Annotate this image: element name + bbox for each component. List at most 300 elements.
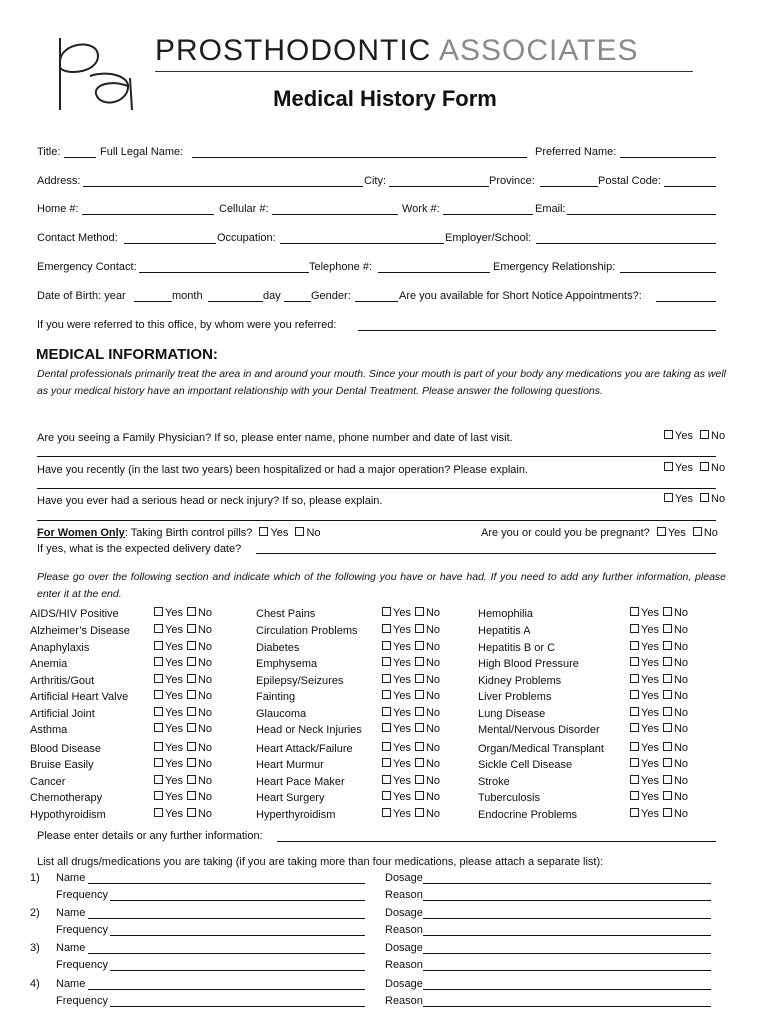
condition-yes-no <box>630 690 688 702</box>
dob-year-field[interactable] <box>134 301 172 302</box>
checkbox[interactable] <box>700 493 709 502</box>
checkbox[interactable] <box>154 674 163 683</box>
home-phone-field[interactable] <box>82 214 214 215</box>
no-label: No <box>197 723 213 735</box>
med-reason-label: Reason <box>385 959 423 971</box>
checkbox[interactable] <box>187 607 196 616</box>
yes-label: Yes <box>641 707 659 719</box>
checkbox[interactable] <box>154 657 163 666</box>
checkbox[interactable] <box>382 775 391 784</box>
condition-yes-no <box>154 674 212 686</box>
condition-yes-no <box>630 758 688 770</box>
province-field[interactable] <box>540 186 598 187</box>
checkbox[interactable] <box>630 742 639 751</box>
checkbox[interactable] <box>187 723 196 732</box>
med-frequency-field[interactable] <box>110 900 365 901</box>
condition-label: Hepatitis A <box>478 625 531 637</box>
short-notice-field[interactable] <box>656 301 716 302</box>
checkbox[interactable] <box>415 723 424 732</box>
checkbox[interactable] <box>154 808 163 817</box>
checkbox[interactable] <box>382 742 391 751</box>
checkbox[interactable] <box>415 641 424 650</box>
checkbox[interactable] <box>663 791 672 800</box>
title-field[interactable] <box>64 157 96 158</box>
delivery-date-label: If yes, what is the expected delivery date? <box>37 543 242 555</box>
no-label: No <box>197 624 213 636</box>
condition-label: Head or Neck Injuries <box>256 724 362 736</box>
yes-label: Yes <box>165 758 183 770</box>
checkbox[interactable] <box>154 758 163 767</box>
no-label: No <box>197 707 213 719</box>
checkbox[interactable] <box>664 462 673 471</box>
checkbox[interactable] <box>630 723 639 732</box>
condition-yes-no <box>154 808 212 820</box>
no-label: No <box>673 657 689 669</box>
med-dosage-field[interactable] <box>423 989 711 990</box>
condition-label: Hypothyroidism <box>30 809 106 821</box>
condition-label: Tuberculosis <box>478 792 540 804</box>
no-label: No <box>673 723 689 735</box>
checkbox[interactable] <box>415 742 424 751</box>
brand-bold: PROSTHODONTIC <box>155 34 432 67</box>
full-name-label: Full Legal Name: <box>100 146 184 158</box>
emergency-contact-label: Emergency Contact: <box>37 261 137 273</box>
condition-label: High Blood Pressure <box>478 658 579 670</box>
condition-label: AIDS/HIV Positive <box>30 608 119 620</box>
no-label: No <box>425 657 441 669</box>
checkbox[interactable] <box>630 758 639 767</box>
email-field[interactable] <box>567 214 716 215</box>
checkbox[interactable] <box>415 707 424 716</box>
condition-yes-no <box>382 775 440 787</box>
no-label: No <box>425 641 441 653</box>
checkbox[interactable] <box>657 527 666 536</box>
women-only-row <box>37 526 321 540</box>
birth-control-question: : Taking Birth control pills? <box>124 527 253 539</box>
checkbox[interactable] <box>663 775 672 784</box>
condition-label: Sickle Cell Disease <box>478 759 573 771</box>
yes-label: Yes <box>165 607 183 619</box>
checkbox[interactable] <box>295 527 304 536</box>
condition-label: Organ/Medical Transplant <box>478 743 604 755</box>
condition-yes-no <box>382 758 440 770</box>
checkbox[interactable] <box>663 808 672 817</box>
med-dosage-field[interactable] <box>423 918 711 919</box>
checkbox[interactable] <box>663 742 672 751</box>
checkbox[interactable] <box>382 758 391 767</box>
yes-label: Yes <box>393 775 411 787</box>
condition-label: Lung Disease <box>478 708 546 720</box>
gender-field[interactable] <box>355 301 398 302</box>
checkbox[interactable] <box>382 707 391 716</box>
checkbox[interactable] <box>187 674 196 683</box>
yes-label: Yes <box>393 808 411 820</box>
checkbox[interactable] <box>187 808 196 817</box>
checkbox[interactable] <box>663 758 672 767</box>
no-label: No <box>425 791 441 803</box>
checkbox[interactable] <box>663 674 672 683</box>
yes-label: Yes <box>165 723 183 735</box>
med-frequency-label: Frequency <box>56 924 108 936</box>
condition-yes-no <box>154 707 212 719</box>
condition-yes-no <box>382 657 440 669</box>
women-only-label: For Women Only <box>37 527 125 539</box>
checkbox[interactable] <box>700 462 709 471</box>
occupation-label: Occupation: <box>217 232 276 244</box>
med-name-field[interactable] <box>88 989 365 990</box>
med-dosage-label: Dosage <box>385 942 423 954</box>
yes-label: Yes <box>641 742 659 754</box>
med-number: 1) <box>30 872 40 884</box>
checkbox[interactable] <box>187 690 196 699</box>
checkbox[interactable] <box>630 607 639 616</box>
checkbox[interactable] <box>663 607 672 616</box>
pregnant-row <box>481 526 718 540</box>
checkbox[interactable] <box>663 641 672 650</box>
no-label: No <box>425 775 441 787</box>
checkbox[interactable] <box>187 742 196 751</box>
condition-label: Heart Murmur <box>256 759 324 771</box>
address-label: Address: <box>37 175 81 187</box>
no-label: No <box>673 607 689 619</box>
med-frequency-field[interactable] <box>110 1006 365 1007</box>
yes-label: Yes <box>393 791 411 803</box>
med-frequency-field[interactable] <box>110 935 365 936</box>
head-injury-answer-line[interactable] <box>37 520 716 521</box>
checkbox[interactable] <box>663 657 672 666</box>
med-name-label: Name <box>56 872 86 884</box>
condition-label: Heart Pace Maker <box>256 776 345 788</box>
condition-yes-no <box>382 742 440 754</box>
brand-name <box>155 34 639 68</box>
checkbox[interactable] <box>630 808 639 817</box>
condition-yes-no <box>382 641 440 653</box>
checkbox[interactable] <box>154 791 163 800</box>
details-field[interactable] <box>277 841 716 842</box>
med-name-field[interactable] <box>88 883 365 884</box>
condition-label: Kidney Problems <box>478 675 562 687</box>
condition-yes-no <box>630 674 688 686</box>
checkbox[interactable] <box>663 723 672 732</box>
condition-label: Artificial Joint <box>30 708 95 720</box>
employer-label: Employer/School: <box>445 232 532 244</box>
yes-label: Yes <box>393 758 411 770</box>
checkbox[interactable] <box>415 758 424 767</box>
question-physician: Are you seeing a Family Physician? If so, please enter name, phone number and date of last visit. <box>37 432 513 444</box>
no-label: No <box>197 657 213 669</box>
checkbox[interactable] <box>415 624 424 633</box>
yes-label: Yes <box>165 808 183 820</box>
physician-answer-line[interactable] <box>37 456 716 457</box>
condition-yes-no <box>154 607 212 619</box>
city-field[interactable] <box>389 186 489 187</box>
no-label: No <box>197 742 213 754</box>
checkbox[interactable] <box>382 624 391 633</box>
med-reason-field[interactable] <box>423 935 711 936</box>
checkbox[interactable] <box>630 674 639 683</box>
med-frequency-field[interactable] <box>110 970 365 971</box>
telephone-field[interactable] <box>378 272 490 273</box>
emergency-relationship-field[interactable] <box>620 272 716 273</box>
dob-day-field[interactable] <box>284 301 311 302</box>
no-label: No <box>425 707 441 719</box>
work-phone-label: Work #: <box>402 203 440 215</box>
yes-label: Yes <box>393 641 411 653</box>
contact-method-field[interactable] <box>124 243 216 244</box>
yes-label: Yes <box>641 723 659 735</box>
med-frequency-label: Frequency <box>56 995 108 1007</box>
condition-yes-no <box>382 690 440 702</box>
yes-label: Yes <box>675 493 693 505</box>
med-reason-field[interactable] <box>423 900 711 901</box>
contact-method-label: Contact Method: <box>37 232 118 244</box>
no-label: No <box>425 723 441 735</box>
cellular-field[interactable] <box>272 214 398 215</box>
condition-yes-no <box>382 723 440 735</box>
no-label: No <box>197 775 213 787</box>
province-label: Province: <box>489 175 535 187</box>
checkbox[interactable] <box>382 607 391 616</box>
condition-label: Emphysema <box>256 658 318 670</box>
yes-label: Yes <box>641 674 659 686</box>
gender-label: Gender: <box>311 290 351 302</box>
occupation-field[interactable] <box>280 243 444 244</box>
referred-field[interactable] <box>358 330 716 331</box>
city-label: City: <box>364 175 386 187</box>
head-injury-yes-no <box>664 493 725 505</box>
no-label: No <box>711 493 726 505</box>
dob-month-label: month <box>172 290 203 302</box>
title-label: Title: <box>37 146 61 158</box>
checkbox[interactable] <box>382 657 391 666</box>
checkbox[interactable] <box>630 657 639 666</box>
checkbox[interactable] <box>259 527 268 536</box>
no-label: No <box>425 624 441 636</box>
no-label: No <box>425 742 441 754</box>
emergency-contact-field[interactable] <box>139 272 309 273</box>
condition-label: Diabetes <box>256 642 300 654</box>
checkbox[interactable] <box>154 723 163 732</box>
no-label: No <box>673 641 689 653</box>
checkbox[interactable] <box>382 690 391 699</box>
checkbox[interactable] <box>187 657 196 666</box>
home-phone-label: Home #: <box>37 203 79 215</box>
condition-yes-no <box>630 657 688 669</box>
checkbox[interactable] <box>630 707 639 716</box>
condition-label: Endocrine Problems <box>478 809 578 821</box>
referred-label: If you were referred to this office, by whom were you referred: <box>37 319 337 331</box>
med-name-field[interactable] <box>88 918 365 919</box>
condition-label: Epilepsy/Seizures <box>256 675 344 687</box>
condition-label: Bruise Easily <box>30 759 94 771</box>
condition-label: Stroke <box>478 776 510 788</box>
checkbox[interactable] <box>415 674 424 683</box>
condition-yes-no <box>382 791 440 803</box>
no-label: No <box>673 690 689 702</box>
no-label: No <box>703 527 718 539</box>
checkbox[interactable] <box>154 742 163 751</box>
checkbox[interactable] <box>415 690 424 699</box>
condition-label: Hepatitis B or C <box>478 642 556 654</box>
med-name-field[interactable] <box>88 953 365 954</box>
checkbox[interactable] <box>154 775 163 784</box>
yes-label: Yes <box>393 657 411 669</box>
checkbox[interactable] <box>154 707 163 716</box>
med-dosage-label: Dosage <box>385 978 423 990</box>
condition-yes-no <box>154 758 212 770</box>
checkbox[interactable] <box>664 430 673 439</box>
condition-yes-no <box>382 808 440 820</box>
hospitalized-answer-line[interactable] <box>37 488 716 489</box>
condition-yes-no <box>382 607 440 619</box>
postal-code-field[interactable] <box>664 186 716 187</box>
condition-yes-no <box>382 624 440 636</box>
condition-yes-no <box>154 624 212 636</box>
yes-label: Yes <box>675 430 693 442</box>
no-label: No <box>711 430 726 442</box>
yes-label: Yes <box>165 707 183 719</box>
condition-yes-no <box>630 775 688 787</box>
checkbox[interactable] <box>382 641 391 650</box>
checkbox[interactable] <box>382 791 391 800</box>
checkbox[interactable] <box>415 791 424 800</box>
checkbox[interactable] <box>663 690 672 699</box>
yes-label: Yes <box>165 791 183 803</box>
checkbox[interactable] <box>415 808 424 817</box>
checkbox[interactable] <box>700 430 709 439</box>
yes-label: Yes <box>393 607 411 619</box>
med-reason-field[interactable] <box>423 970 711 971</box>
no-label: No <box>306 527 321 539</box>
checkbox[interactable] <box>415 657 424 666</box>
condition-label: Chest Pains <box>256 608 316 620</box>
no-label: No <box>673 707 689 719</box>
checkbox[interactable] <box>630 791 639 800</box>
condition-yes-no <box>382 707 440 719</box>
yes-label: Yes <box>165 641 183 653</box>
drugs-intro: List all drugs/medications you are taking (if you are taking more than four medications, please attach a separate list): <box>37 856 604 868</box>
checkbox[interactable] <box>187 758 196 767</box>
postal-code-label: Postal Code: <box>598 175 661 187</box>
yes-label: Yes <box>165 657 183 669</box>
checkbox[interactable] <box>154 607 163 616</box>
condition-yes-no <box>154 723 212 735</box>
checkbox[interactable] <box>187 641 196 650</box>
checkbox[interactable] <box>382 723 391 732</box>
condition-label: Hemophilia <box>478 608 534 620</box>
checkbox[interactable] <box>187 707 196 716</box>
checkbox[interactable] <box>415 607 424 616</box>
checkbox[interactable] <box>187 624 196 633</box>
brand-rule <box>155 71 693 72</box>
med-number: 4) <box>30 978 40 990</box>
checkbox[interactable] <box>382 808 391 817</box>
condition-yes-no <box>630 641 688 653</box>
preferred-name-field[interactable] <box>620 157 716 158</box>
yes-label: Yes <box>641 808 659 820</box>
conditions-intro: Please go over the following section and indicate which of the following you have or have had. If you need to add any further information, please enter it at the end. <box>37 571 726 600</box>
med-reason-field[interactable] <box>423 1006 711 1007</box>
yes-label: Yes <box>393 674 411 686</box>
no-label: No <box>673 742 689 754</box>
address-field[interactable] <box>83 186 363 187</box>
condition-label: Cancer <box>30 776 66 788</box>
condition-label: Anemia <box>30 658 68 670</box>
yes-label: Yes <box>165 690 183 702</box>
med-reason-label: Reason <box>385 995 423 1007</box>
condition-yes-no <box>630 707 688 719</box>
dob-year-label: Date of Birth: year <box>37 290 126 302</box>
med-dosage-field[interactable] <box>423 883 711 884</box>
condition-label: Anaphylaxis <box>30 642 90 654</box>
condition-label: Fainting <box>256 691 296 703</box>
full-name-field[interactable] <box>192 157 527 158</box>
medical-intro: Dental professionals primarily treat the area in and around your mouth. Since your mouth is part of your body any medications you are taking as well as your medical history have an important relationship with your Dental Treatment. Please answer the following questions. <box>37 368 726 397</box>
employer-field[interactable] <box>536 243 716 244</box>
cellular-label: Cellular #: <box>219 203 269 215</box>
yes-label: Yes <box>393 707 411 719</box>
preferred-name-label: Preferred Name: <box>535 146 617 158</box>
condition-yes-no <box>630 808 688 820</box>
question-head-injury: Have you ever had a serious head or neck injury? If so, please explain. <box>37 495 383 507</box>
work-phone-field[interactable] <box>443 214 533 215</box>
delivery-date-field[interactable] <box>256 553 716 554</box>
yes-label: Yes <box>393 742 411 754</box>
checkbox[interactable] <box>630 641 639 650</box>
med-dosage-label: Dosage <box>385 872 423 884</box>
no-label: No <box>711 462 726 474</box>
no-label: No <box>425 607 441 619</box>
condition-label: Blood Disease <box>30 743 101 755</box>
pregnant-question: Are you or could you be pregnant? <box>481 527 650 539</box>
checkbox[interactable] <box>630 624 639 633</box>
checkbox[interactable] <box>154 641 163 650</box>
condition-label: Hyperthyroidism <box>256 809 336 821</box>
med-name-label: Name <box>56 942 86 954</box>
med-dosage-field[interactable] <box>423 953 711 954</box>
checkbox[interactable] <box>663 707 672 716</box>
no-label: No <box>197 808 213 820</box>
checkbox[interactable] <box>187 791 196 800</box>
dob-month-field[interactable] <box>208 301 263 302</box>
checkbox[interactable] <box>187 775 196 784</box>
checkbox[interactable] <box>154 690 163 699</box>
checkbox[interactable] <box>415 775 424 784</box>
yes-label: Yes <box>641 791 659 803</box>
checkbox[interactable] <box>630 690 639 699</box>
med-name-label: Name <box>56 978 86 990</box>
yes-label: Yes <box>165 624 183 636</box>
checkbox[interactable] <box>693 527 702 536</box>
checkbox[interactable] <box>154 624 163 633</box>
condition-yes-no <box>154 742 212 754</box>
yes-label: Yes <box>393 624 411 636</box>
yes-label: Yes <box>393 723 411 735</box>
no-label: No <box>197 641 213 653</box>
no-label: No <box>197 758 213 770</box>
yes-label: Yes <box>165 775 183 787</box>
emergency-relationship-label: Emergency Relationship: <box>493 261 616 273</box>
checkbox[interactable] <box>663 624 672 633</box>
med-number: 2) <box>30 907 40 919</box>
checkbox[interactable] <box>664 493 673 502</box>
med-frequency-label: Frequency <box>56 959 108 971</box>
question-hospitalized: Have you recently (in the last two years) been hospitalized or had a major operation? Please explain. <box>37 464 528 476</box>
med-name-label: Name <box>56 907 86 919</box>
checkbox[interactable] <box>630 775 639 784</box>
condition-label: Artificial Heart Valve <box>30 691 129 703</box>
checkbox[interactable] <box>382 674 391 683</box>
